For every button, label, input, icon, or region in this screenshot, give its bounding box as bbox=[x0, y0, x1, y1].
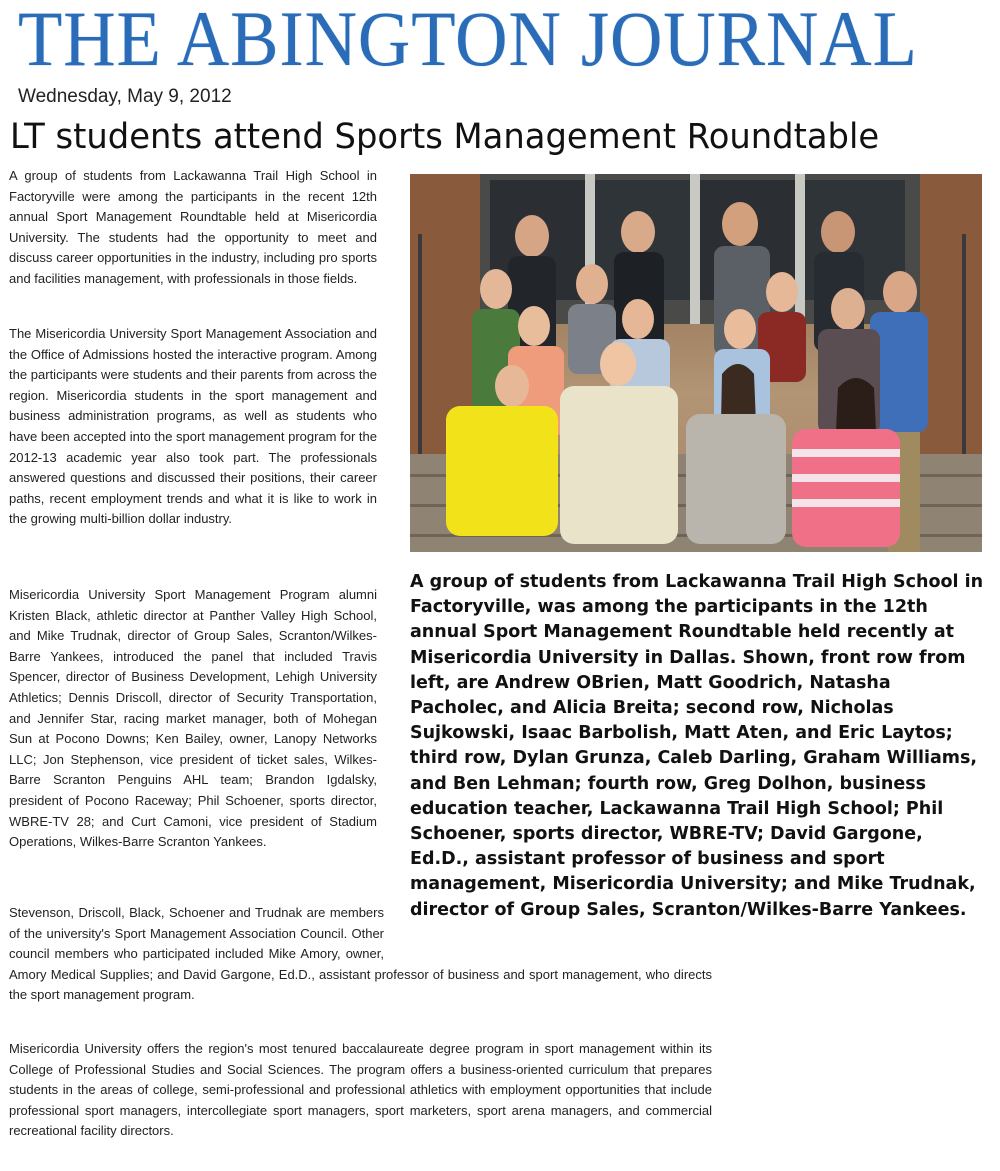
paragraph-text: The Misericordia University Sport Management Association and the Office of Admissions hosted the interactive program. Among the participants were students and their parents from across the region. Misericordia students in the sport management and business administration programs, as well as students who have been accepted into the sport management program for the 2012-13 academic year also took part. The professionals answered questions and discussed their positions, their career paths, recent employment trends and what it is like to work in the growing multi-billion dollar industry. bbox=[9, 326, 377, 527]
group-photo bbox=[410, 174, 982, 552]
paragraph-text: Misericordia University Sport Management Program alumni Kristen Black, athletic director at Panther Valley High School, and Mike Trudnak, director of Group Sales, Scranton/Wilkes-Barre Yankees, introduced the panel that included Travis Spencer, director of Business Development, Lehigh University Athletics; Dennis Driscoll, director of Security Transportation, and Jennifer Star, racing market manager, both of Mohegan Sun at Pocono Downs; Ken Bailey, owner, Lanopy Networks LLC; Jon Stephenson, vice president of ticket sales, Wilkes-Barre Scranton Penguins AHL team; Brandon Igdalsky, president of Pocono Raceway; Phil Schoener, sports director, WBRE-TV 28; and Curt Camoni, vice president of Stadium Operations, Wilkes-Barre Scranton Yankees. bbox=[9, 587, 377, 850]
article-paragraph-5 bbox=[9, 1039, 712, 1142]
article-paragraph-2 bbox=[9, 324, 377, 530]
paragraph-text: Stevenson, Driscoll, Black, Schoener and Trudnak are members of the university's Sport Management Association Council. Other council members who participated included Mike Amory, owner, Amory Medical Supplies; and David Gargone, Ed.D., assistant professor of business and sport management, who directs the sport management program. bbox=[9, 905, 712, 1003]
paragraph-text: Misericordia University offers the region's most tenured baccalaureate degree program in sport management within its College of Professional Studies and Social Sciences. The program offers a business-oriented curriculum that prepares students in the areas of college, semi-professional and professional athletics with employment opportunities that include professional sport managers, intercollegiate sport managers, sport marketers, sport arena managers, and commercial recreational facility directors. bbox=[9, 1041, 712, 1139]
group-photo-illustration bbox=[410, 174, 982, 552]
article-paragraph-1 bbox=[9, 166, 377, 290]
publication-date: Wednesday, May 9, 2012 bbox=[18, 86, 232, 107]
photo-caption: A group of students from Lackawanna Trail High School in Factoryville, was among the participants in the 12th annual Sport Management Roundtable held recently at Misericordia University in Dallas. Shown, front row from left, are Andrew OBrien, Matt Goodrich, Natasha Pacholec, and Alicia Breita; second row, Nicholas Sujkowski, Isaac Barbolish, Matt Aten, and Eric Laytos; third row, Dylan Grunza, Caleb Darling, Graham Williams, and Ben Lehman; fourth row, Greg Dolhon, business education teacher, Lackawanna Trail High School; Phil Schoener, sports director, WBRE-TV; David Gargone, Ed.D., assistant professor of business and sport management, Misericordia University; and Mike Trudnak, director of Group Sales, Scranton/Wilkes-Barre Yankees. bbox=[410, 572, 984, 920]
masthead-logo: THE ABINGTON JOURNAL bbox=[18, 0, 918, 82]
paragraph-text: A group of students from Lackawanna Trail High School in Factoryville were among the participants in the recent 12th annual Sport Management Roundtable held at Misericordia University. The students had the opportunity to meet and discuss career opportunities in the industry, including pro sports and facilities management, with professionals in those fields. bbox=[9, 168, 377, 286]
article-paragraph-3 bbox=[9, 585, 377, 853]
article-headline: LT students attend Sports Management Roundtable bbox=[10, 117, 880, 157]
